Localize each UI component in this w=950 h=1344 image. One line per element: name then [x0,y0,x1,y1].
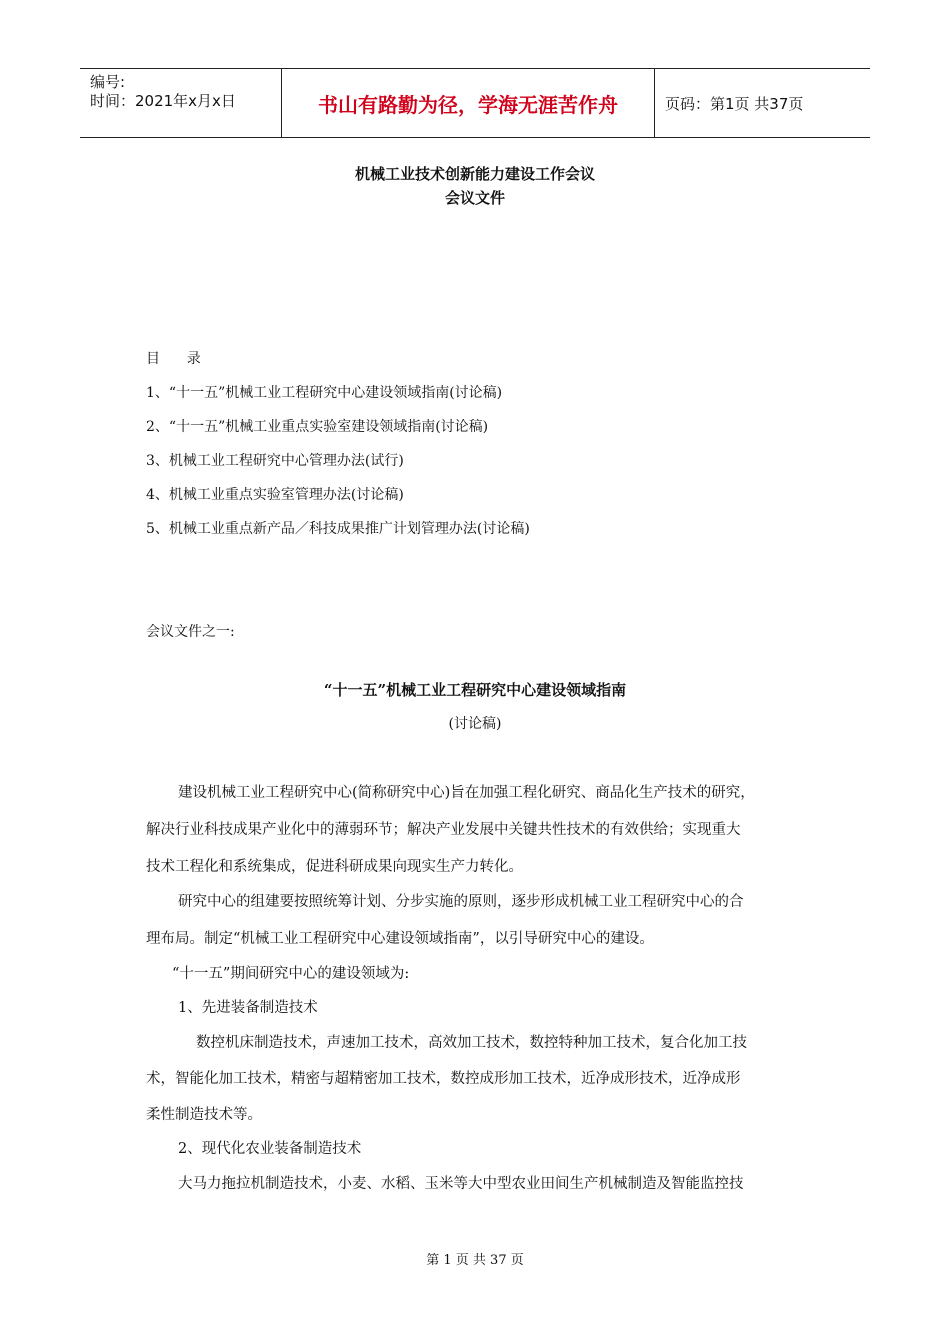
toc-item: 1、“十一五”机械工业工程研究中心建设领域指南(讨论稿) [146,385,503,401]
body-line: 建设机械工业工程研究中心(简称研究中心)旨在加强工程化研究、商品化生产技术的研究， [178,785,755,801]
toc-item: 4、机械工业重点实验室管理办法(讨论稿) [146,487,404,503]
doc-subtitle: 会议文件 [444,189,505,207]
header-table [80,68,870,138]
toc-item: 3、机械工业工程研究中心管理办法(试行) [146,453,404,469]
page-info: 页码：第1页 共37页 [665,95,804,113]
body-line: 研究中心的组建要按照统筹计划、分步实施的原则，逐步形成机械工业工程研究中心的合 [178,894,744,910]
header-divider [654,69,655,137]
toc-item: 2、“十一五”机械工业重点实验室建设领域指南(讨论稿) [146,419,489,435]
body-line: 数控机床制造技术，声速加工技术，高效加工技术，数控特种加工技术，复合化加工技 [196,1035,747,1051]
page-footer: 第 1 页 共 37 页 [426,1253,524,1268]
section-label: 会议文件之一: [146,624,235,640]
body-line: 柔性制造技术等。 [146,1107,262,1123]
body-line: 2、现代化农业装备制造技术 [178,1141,362,1157]
body-line: 1、先进装备制造技术 [178,1000,318,1016]
toc-heading: 目 录 [146,351,201,367]
body-line: “十一五”期间研究中心的建设领域为: [172,966,410,982]
motto: 书山有路勤为径，学海无涯苦作舟 [318,93,618,117]
toc-item: 5、机械工业重点新产品／科技成果推广计划管理办法(讨论稿) [146,521,530,537]
number-label: 编号: [90,73,126,91]
body-line: 解决行业科技成果产业化中的薄弱环节；解决产业发展中关键共性技术的有效供给；实现重大 [146,822,741,838]
header-meta [90,73,236,111]
time-label: 时间：2021年x月x日 [90,92,236,110]
body-line: 技术工程化和系统集成，促进科研成果向现实生产力转化。 [146,859,523,875]
body-line: 术，智能化加工技术，精密与超精密加工技术，数控成形加工技术，近净成形技术，近净成形 [146,1071,741,1087]
section-title: “十一五”机械工业工程研究中心建设领域指南 [323,681,627,699]
body-line: 理布局。制定“机械工业工程研究中心建设领域指南”，以引导研究中心的建设。 [146,931,654,947]
section-subtitle: (讨论稿) [448,716,502,732]
body-line: 大马力拖拉机制造技术，小麦、水稻、玉米等大中型农业田间生产机械制造及智能监控技 [178,1176,744,1192]
doc-title: 机械工业技术创新能力建设工作会议 [354,165,595,183]
